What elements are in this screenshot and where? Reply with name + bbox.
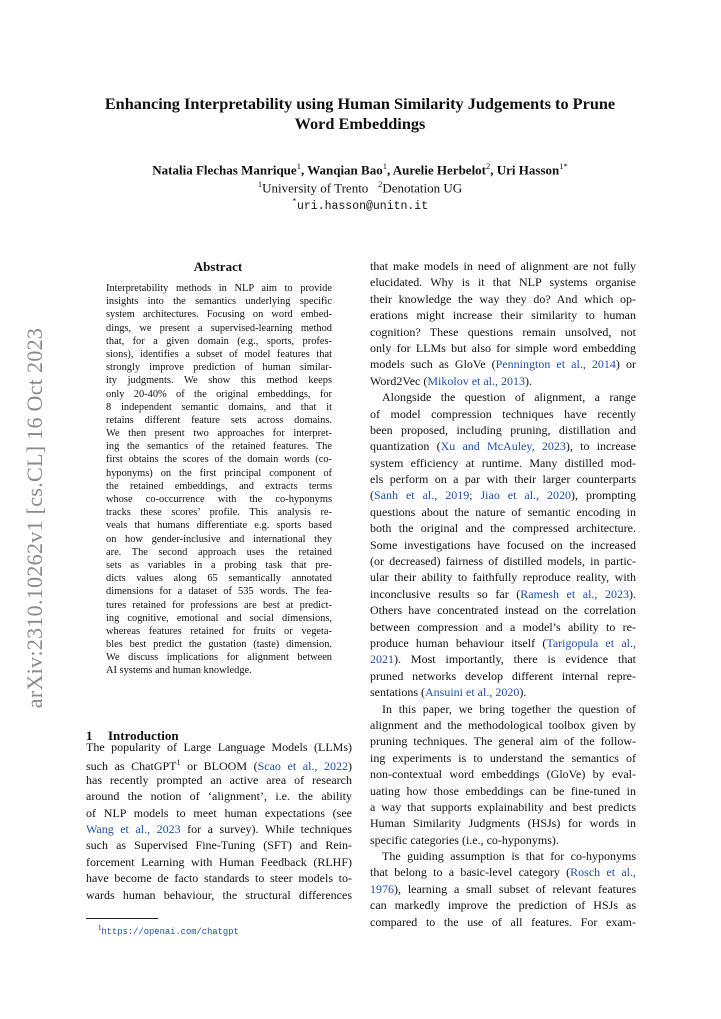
text-line: uating how those embeddings can be fine-tuned in <box>370 783 636 798</box>
text-line <box>370 881 636 897</box>
abstract-line: ing the semantics of the retained features. The <box>106 441 332 453</box>
text-span: ). Most importantly, there is evidence that <box>394 652 636 667</box>
text-line <box>370 438 636 454</box>
abstract-line: tracks these scores’ profile. This analysis re- <box>106 507 332 519</box>
text-line: such as Supervised Fine-Tuning (SFT) and Rein- <box>86 838 352 853</box>
affiliation-marker: 1 <box>296 161 301 171</box>
text-line: of model compression techniques have recently <box>370 406 636 421</box>
abstract-line: insights into the semantics underlying specific <box>106 296 332 308</box>
text-line: The guiding assumption is that for co-hyponyms <box>382 849 636 864</box>
text-line <box>370 864 636 880</box>
footnote-divider <box>86 918 158 919</box>
abstract-line: that, for a given domain (e.g., sports, profes- <box>106 335 332 347</box>
text-line: around the notion of ‘alignment’, i.e. the ability <box>86 789 352 804</box>
abstract-line: bles best predict the gustation (taste) dimension. <box>106 639 332 651</box>
text-line <box>370 373 636 389</box>
citation-link[interactable]: 2021 <box>370 652 394 667</box>
abstract-line: are. The second approach uses the retained <box>106 546 332 558</box>
abstract-body <box>106 282 332 678</box>
paper-title <box>60 94 660 134</box>
affiliation-marker: 1* <box>559 161 568 171</box>
abstract-line: 8 independent semantic domains, and that it <box>106 401 332 413</box>
text-line <box>370 651 636 667</box>
text-line: pruning techniques. The general aim of the follow- <box>370 734 636 749</box>
text-span: ). <box>519 685 527 700</box>
abstract-line: the retained embeddings, and extracts terms <box>106 480 332 492</box>
text-line: that make models in need of alignment are not fully <box>370 259 636 273</box>
text-span: such as ChatGPT <box>86 759 177 774</box>
corresponding-marker: * <box>291 197 297 207</box>
text-line <box>370 586 636 602</box>
footnote-marker: 1 <box>98 924 102 932</box>
text-span: quantization ( <box>370 439 441 454</box>
text-span: ). <box>525 373 533 388</box>
author-name: , Aurelie Herbelot <box>386 162 487 178</box>
abstract-line: only 20-40% of the original embeddings, for <box>106 388 332 400</box>
text-span: ). <box>629 586 636 601</box>
email-address: uri.hasson@unitn.it <box>296 199 429 213</box>
text-line: system efficiency at runtime. Many distilled mod- <box>370 455 636 470</box>
text-line: of NLP models to meet human expectations (see <box>86 805 352 820</box>
abstract-line: We then present two approaches for interpret- <box>106 428 332 440</box>
abstract-line: whose co-occurrence with the co-hyponyms <box>106 494 332 505</box>
text-line <box>370 356 636 372</box>
text-line: Human Similarity Judgments (HSJs) for words in <box>370 816 636 831</box>
text-line: wards human behaviour, the structural differences <box>86 887 352 902</box>
text-line: compared to the use of all features. For exam- <box>370 914 636 929</box>
author-name: Natalia Flechas Manrique <box>152 162 297 178</box>
text-span: sentations ( <box>370 685 425 700</box>
abstract-heading: Abstract <box>193 259 243 274</box>
abstract-line: Interpretability methods in NLP aim to provide <box>106 283 332 294</box>
text-line: Some investigations have focused on the increased <box>370 537 636 552</box>
citation-link[interactable]: Mikolov et al., 2013 <box>427 373 526 388</box>
abstract-line: AI systems and human knowledge. <box>106 665 252 677</box>
text-line: has recently prompted an active area of research <box>86 772 352 787</box>
footnote-url-link[interactable]: https://openai.com/chatgpt <box>101 926 239 937</box>
corresponding-email <box>60 194 660 215</box>
abstract-line: system architectures. Focusing on word embed- <box>106 309 332 321</box>
abstract-line: ing cognitive, emotional and social dimensions, <box>106 612 332 624</box>
section-title: Introduction <box>108 728 179 743</box>
citation-link[interactable]: Tarigopula et al., <box>546 635 636 650</box>
text-span: ) or <box>615 357 636 372</box>
text-span: Word2Vec ( <box>370 373 428 388</box>
abstract-line: dings, we present a supervised-learning method <box>106 322 332 334</box>
abstract-line: sions), identifies a subset of model features that <box>106 348 332 360</box>
author-name: , Uri Hasson <box>490 162 560 178</box>
text-span: or BLOOM ( <box>180 759 258 774</box>
citation-link[interactable]: Ramesh et al., 2023 <box>520 586 629 601</box>
text-span: produce human behaviour itself ( <box>370 635 547 650</box>
citation-link[interactable]: 1976 <box>370 881 394 896</box>
author-name: , Wanqian Bao <box>300 162 383 178</box>
text-span: ), to increase <box>565 439 636 454</box>
text-line: cognition? These questions remain unsolved, not <box>370 324 636 339</box>
abstract-line: We discuss implications for alignment between <box>106 652 332 664</box>
introduction-paragraph <box>86 739 352 903</box>
text-line: only for LLMs but also for simple word embedding <box>370 340 636 355</box>
text-line <box>370 635 636 651</box>
abstract-line: dicts values along 65 semantically annotated <box>106 573 332 585</box>
text-line: pruned networks develop different internal repre- <box>370 668 636 683</box>
text-line: alignment and the methodological toolbox given by <box>370 717 636 732</box>
text-span: ), learning a small subset of relevant features <box>394 881 636 896</box>
affiliation-name: Denotation UG <box>382 180 463 196</box>
footnote <box>98 922 358 938</box>
text-line <box>86 821 352 837</box>
affiliation-marker: 2 <box>378 179 383 189</box>
citation-link[interactable]: Ansuini et al., 2020 <box>425 685 520 700</box>
abstract-line: first obtains the scores of the domain words (co- <box>106 454 332 466</box>
abstract-line: on how gender-inclusive and international they <box>106 533 332 545</box>
abstract-line: sets as variables in a probing task that pre- <box>106 559 332 571</box>
abstract-line: veals that humans differentiate e.g. sports based <box>106 520 332 532</box>
text-span: models such as GloVe ( <box>370 357 496 372</box>
affiliation-name: University of Trento <box>262 180 369 196</box>
abstract-line: tures retained for professions are best at predict- <box>106 599 332 611</box>
text-line: been proposed, including pruning, distillation and <box>370 422 636 437</box>
citation-link[interactable]: Pennington et al., 2014 <box>495 357 616 372</box>
text-line: erations might increase their similarity to human <box>370 308 636 323</box>
abstract-line: dimensions for a dataset of 535 words. The fea- <box>106 586 332 598</box>
text-line <box>86 755 352 774</box>
text-line: have become de facto standards to steer models to- <box>86 871 352 886</box>
text-line <box>370 487 636 503</box>
citation-link[interactable]: Wang et al., 2023 <box>86 821 181 836</box>
citation-link[interactable]: Sanh et al., 2019; Jiao et al., 2020 <box>374 488 572 503</box>
text-line: non-contextual word embeddings (GloVe) by eval- <box>370 767 636 782</box>
arxiv-identifier-stamp <box>18 318 52 718</box>
text-span: for a survey). While techniques <box>180 821 352 836</box>
arxiv-stamp-text: arXiv:2310.10262v1 [cs.CL] 16 Oct 2023 <box>22 327 47 709</box>
text-span: ( <box>370 488 374 503</box>
title-line-2: Word Embeddings <box>294 114 426 133</box>
text-line: forcement Learning with Human Feedback (RLHF) <box>86 854 352 869</box>
affiliation-marker: 1 <box>257 179 263 189</box>
text-line: specific categories (i.e., co-hyponyms). <box>370 832 559 847</box>
abstract-line: strongly improve prediction of human similar- <box>106 362 332 374</box>
text-line: Others have concentrated instead on the correlation <box>370 603 636 618</box>
text-line: els perform on a par with their larger counterparts <box>370 472 636 487</box>
abstract-line: hyponyms) on the first principal component of <box>106 467 332 479</box>
affiliation-marker: 2 <box>486 161 491 171</box>
affiliation-marker: 1 <box>382 161 387 171</box>
text-line <box>370 684 636 700</box>
text-line: Alongside the question of alignment, a range <box>382 390 636 405</box>
text-line: questions about the nature of semantic encoding in <box>370 504 636 519</box>
title-line-1: Enhancing Interpretability using Human Similarity Judgements to Prune <box>104 94 616 113</box>
text-line: a way that supports explainability and best predicts <box>370 799 636 814</box>
abstract-line: retains different feature sets across domains. <box>106 414 332 426</box>
text-span: ), prompting <box>571 488 636 503</box>
text-line: In this paper, we bring together the question of <box>382 701 636 716</box>
text-line: The popularity of Large Language Models (LLMs) <box>86 740 352 754</box>
section-number: 1 <box>86 728 93 743</box>
text-line: can markedly improve the prediction of HSJs as <box>370 898 636 913</box>
text-span: ) <box>348 759 352 774</box>
text-line: ular their ability to faithfully reproduce reality, with <box>370 570 636 585</box>
text-span: that belong to a basic-level category ( <box>370 865 571 880</box>
text-line: elucidated. Why is it that NLP systems organise <box>370 275 636 290</box>
text-line: ing experiments is to understand the semantics of <box>370 750 636 765</box>
citation-link[interactable]: Xu and McAuley, 2023 <box>440 439 566 454</box>
text-line: both the original and the compressed architecture. <box>370 521 636 536</box>
abstract-line: ity judgments. We show this method keeps <box>106 375 332 387</box>
text-line: between compression and a model’s ability to re- <box>370 619 636 634</box>
right-column <box>370 258 636 930</box>
citation-link[interactable]: Rosch et al., <box>570 865 636 880</box>
text-span: inconclusive results so far ( <box>370 586 521 601</box>
abstract-line: whereas features retained for fruits or vegeta- <box>106 625 332 637</box>
citation-link[interactable]: Scao et al., 2022 <box>257 759 348 774</box>
footnote-marker: 1 <box>176 758 181 768</box>
text-line: their knowledge the way they do? And which op- <box>370 291 636 306</box>
text-line: (or decreased) fairness of distilled models, in partic- <box>370 554 636 569</box>
